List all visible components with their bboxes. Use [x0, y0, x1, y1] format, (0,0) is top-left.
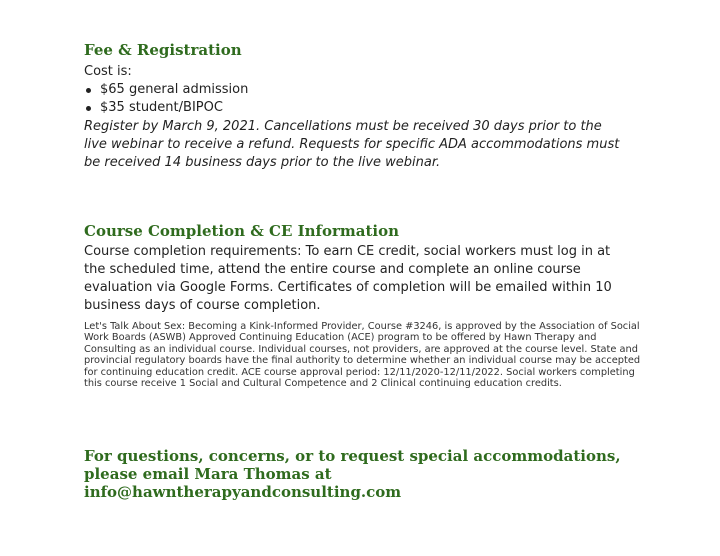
fee-registration-heading: Fee & Registration: [84, 41, 242, 59]
price-list: [84, 81, 248, 117]
bullet-icon: [86, 106, 91, 111]
price-list-item: [84, 81, 248, 99]
bullet-icon: [86, 88, 91, 93]
student-bipoc-price: $35 student/BIPOC: [100, 100, 223, 115]
ace-approval-statement: Let's Talk About Sex: Becoming a Kink-Informed Provider, Course #3246, is approved by the Association of Social Work Boards (ASWB) Approved Continuing Education (ACE) program to be offered by Hawn Therapy and Consulting as an individual course. Individual courses, not providers, are approved at the course level. State and provincial regulatory boards have the final authority to determine whether an individual course may be accepted for continuing education credit. ACE course approval period: 12/11/2020-12/11/2022. Social workers completing this course receive 1 Social and Cultural Competence and 2 Clinical continuing education credits.: [84, 321, 641, 390]
course-completion-requirements: Course completion requirements: To earn CE credit, social workers must log in at the scheduled time, attend the entire course and complete an online course evaluation via Google Forms. Certificates of completion will be emailed within 10 business days of course completion.: [84, 244, 612, 313]
course-completion-heading: Course Completion & CE Information: [84, 222, 400, 240]
price-list-item: [84, 99, 248, 117]
cost-label: Cost is:: [84, 64, 132, 79]
registration-note: Register by March 9, 2021. Cancellations must be received 30 days prior to the live webinar to receive a refund. Requests for specific ADA accommodations must be received 14 business days prior to the live webinar.: [84, 119, 620, 170]
general-admission-price: $65 general admission: [100, 82, 249, 97]
contact-info-heading: For questions, concerns, or to request special accommodations, please email Mara Thomas at info@hawntherapyandconsulting.com: [84, 447, 621, 501]
